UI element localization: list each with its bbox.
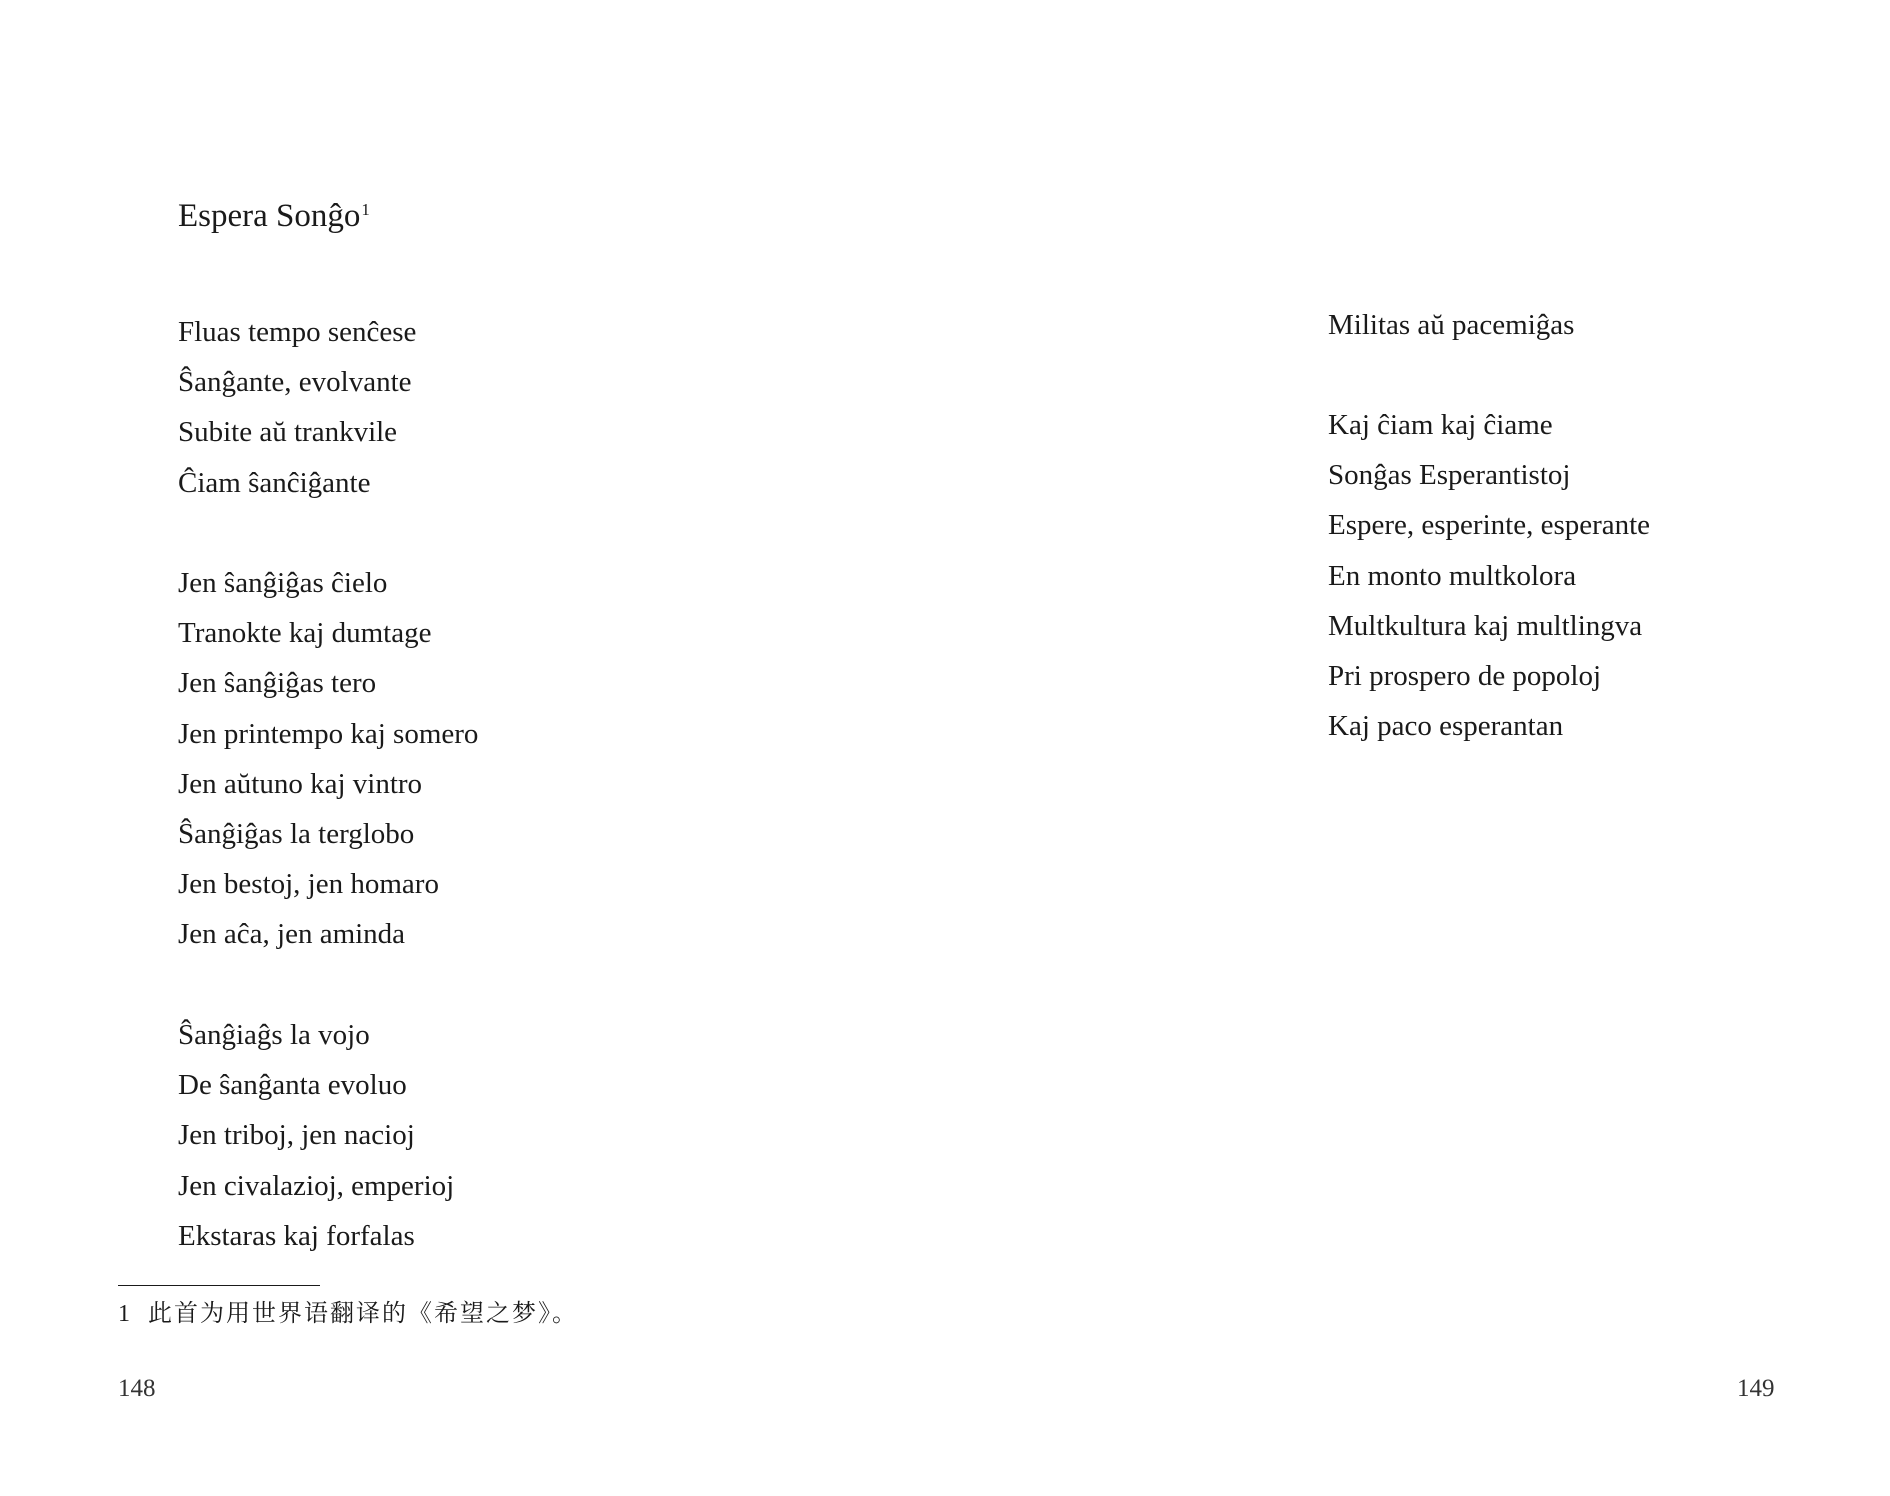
verse-line: Jen civalazioj, emperioj [178,1169,455,1202]
stanza-4 [1328,300,1574,350]
poem-title-circumflex-letter: ĝ [327,198,344,234]
verse-line: Militas aŭ pacemiĝas [1328,309,1575,341]
poem-title [178,196,370,236]
verse-line: Kaj paco esperantan [1328,710,1564,743]
verse-line: Jen aŭtuno kaj vintro [178,767,423,800]
poem-title-prefix: Espera Son [178,198,328,234]
verse-line: Fluas tempo senĉese [178,316,417,348]
footnote-divider [118,1285,320,1286]
footnote-text: 此首为用世界语翻译的《希望之梦》。 [148,1299,578,1327]
stanza-3 [178,1010,454,1261]
stanza-1 [178,307,416,508]
verse-line: Tranokte kaj dumtage [178,617,432,650]
footnote-reference[interactable]: 1 [361,200,370,219]
verse-line: Ŝanĝante, evolvante [178,366,412,399]
verse-line: Ĉiam ŝanĉiĝante [178,466,371,499]
stanza-2 [178,558,478,960]
page-number-right: 149 [1737,1375,1775,1402]
verse-line: Ekstaras kaj forfalas [178,1219,415,1252]
verse-line: Pri prospero de popoloj [1328,659,1602,692]
verse-line: De ŝanĝanta evoluo [178,1069,407,1102]
footnote-number: 1 [118,1301,130,1327]
verse-line: Jen printempo kaj somero [178,717,479,750]
verse-line: Jen ŝanĝiĝas tero [178,667,377,700]
footnote [118,1298,578,1329]
verse-line: Jen bestoj, jen homaro [178,868,439,901]
page-number-left: 148 [118,1375,156,1402]
stanza-5 [1328,400,1650,751]
verse-line: Ŝanĝiaĝs la vojo [178,1019,370,1051]
verse-line: Espere, esperinte, esperante [1328,509,1651,542]
verse-line: Jen triboj, jen nacioj [178,1119,415,1152]
verse-line: Jen aĉa, jen aminda [178,918,406,951]
verse-line: En monto multkolora [1328,559,1577,592]
verse-line: Ŝanĝiĝas la terglobo [178,817,415,850]
verse-line: Jen ŝanĝiĝas ĉielo [178,567,388,599]
poem-title-suffix: o [343,198,361,234]
verse-line: Subite aŭ trankvile [178,416,398,449]
verse-line: Multkultura kaj multlingva [1328,609,1643,642]
verse-line: Sonĝas Esperantistoj [1328,459,1571,492]
verse-line: Kaj ĉiam kaj ĉiame [1328,409,1553,441]
